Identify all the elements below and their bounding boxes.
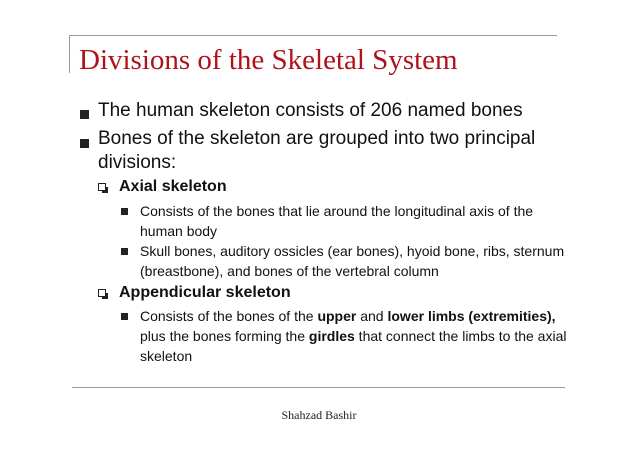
text-run: plus the bones forming the	[140, 328, 309, 344]
bold-term-upper: upper	[317, 308, 357, 324]
division-heading-axial: Axial skeleton	[119, 178, 227, 195]
square-bullet-icon	[121, 208, 128, 215]
text-run: Consists of the bones of the	[140, 308, 318, 324]
text-run: that connect the limbs to the axial skeleton	[140, 328, 567, 364]
division-heading-appendicular: Appendicular skeleton	[119, 284, 291, 301]
appendicular-point-definition	[140, 306, 570, 366]
square-bullet-icon	[80, 139, 89, 148]
axial-point-definition: Consists of the bones that lie around the longitudinal axis of the human body	[140, 203, 534, 239]
checkbox-bullet-icon	[98, 289, 106, 297]
bullet-principal-divisions: Bones of the skeleton are grouped into two principal divisions:	[98, 128, 536, 173]
square-bullet-icon	[121, 313, 128, 320]
square-bullet-icon	[80, 110, 89, 119]
frame-left-rule	[69, 35, 70, 73]
square-bullet-icon	[121, 248, 128, 255]
text-run: and	[356, 308, 388, 324]
slide-footer-author: Shahzad Bashir	[281, 408, 357, 422]
axial-point-examples: Skull bones, auditory ossicles (ear bones), hyoid bone, ribs, sternum (breastbone), and bones of the vertebral column	[140, 243, 565, 279]
bullet-bones-count: The human skeleton consists of 206 named bones	[98, 100, 523, 121]
bold-term-girdles: girdles	[308, 328, 355, 344]
frame-top-rule	[69, 35, 557, 36]
bold-term-lower-limbs: lower limbs (extremities),	[387, 308, 556, 324]
checkbox-bullet-icon	[98, 183, 106, 191]
slide-title: Divisions of the Skeletal System	[79, 44, 458, 76]
footer-rule	[72, 387, 565, 388]
